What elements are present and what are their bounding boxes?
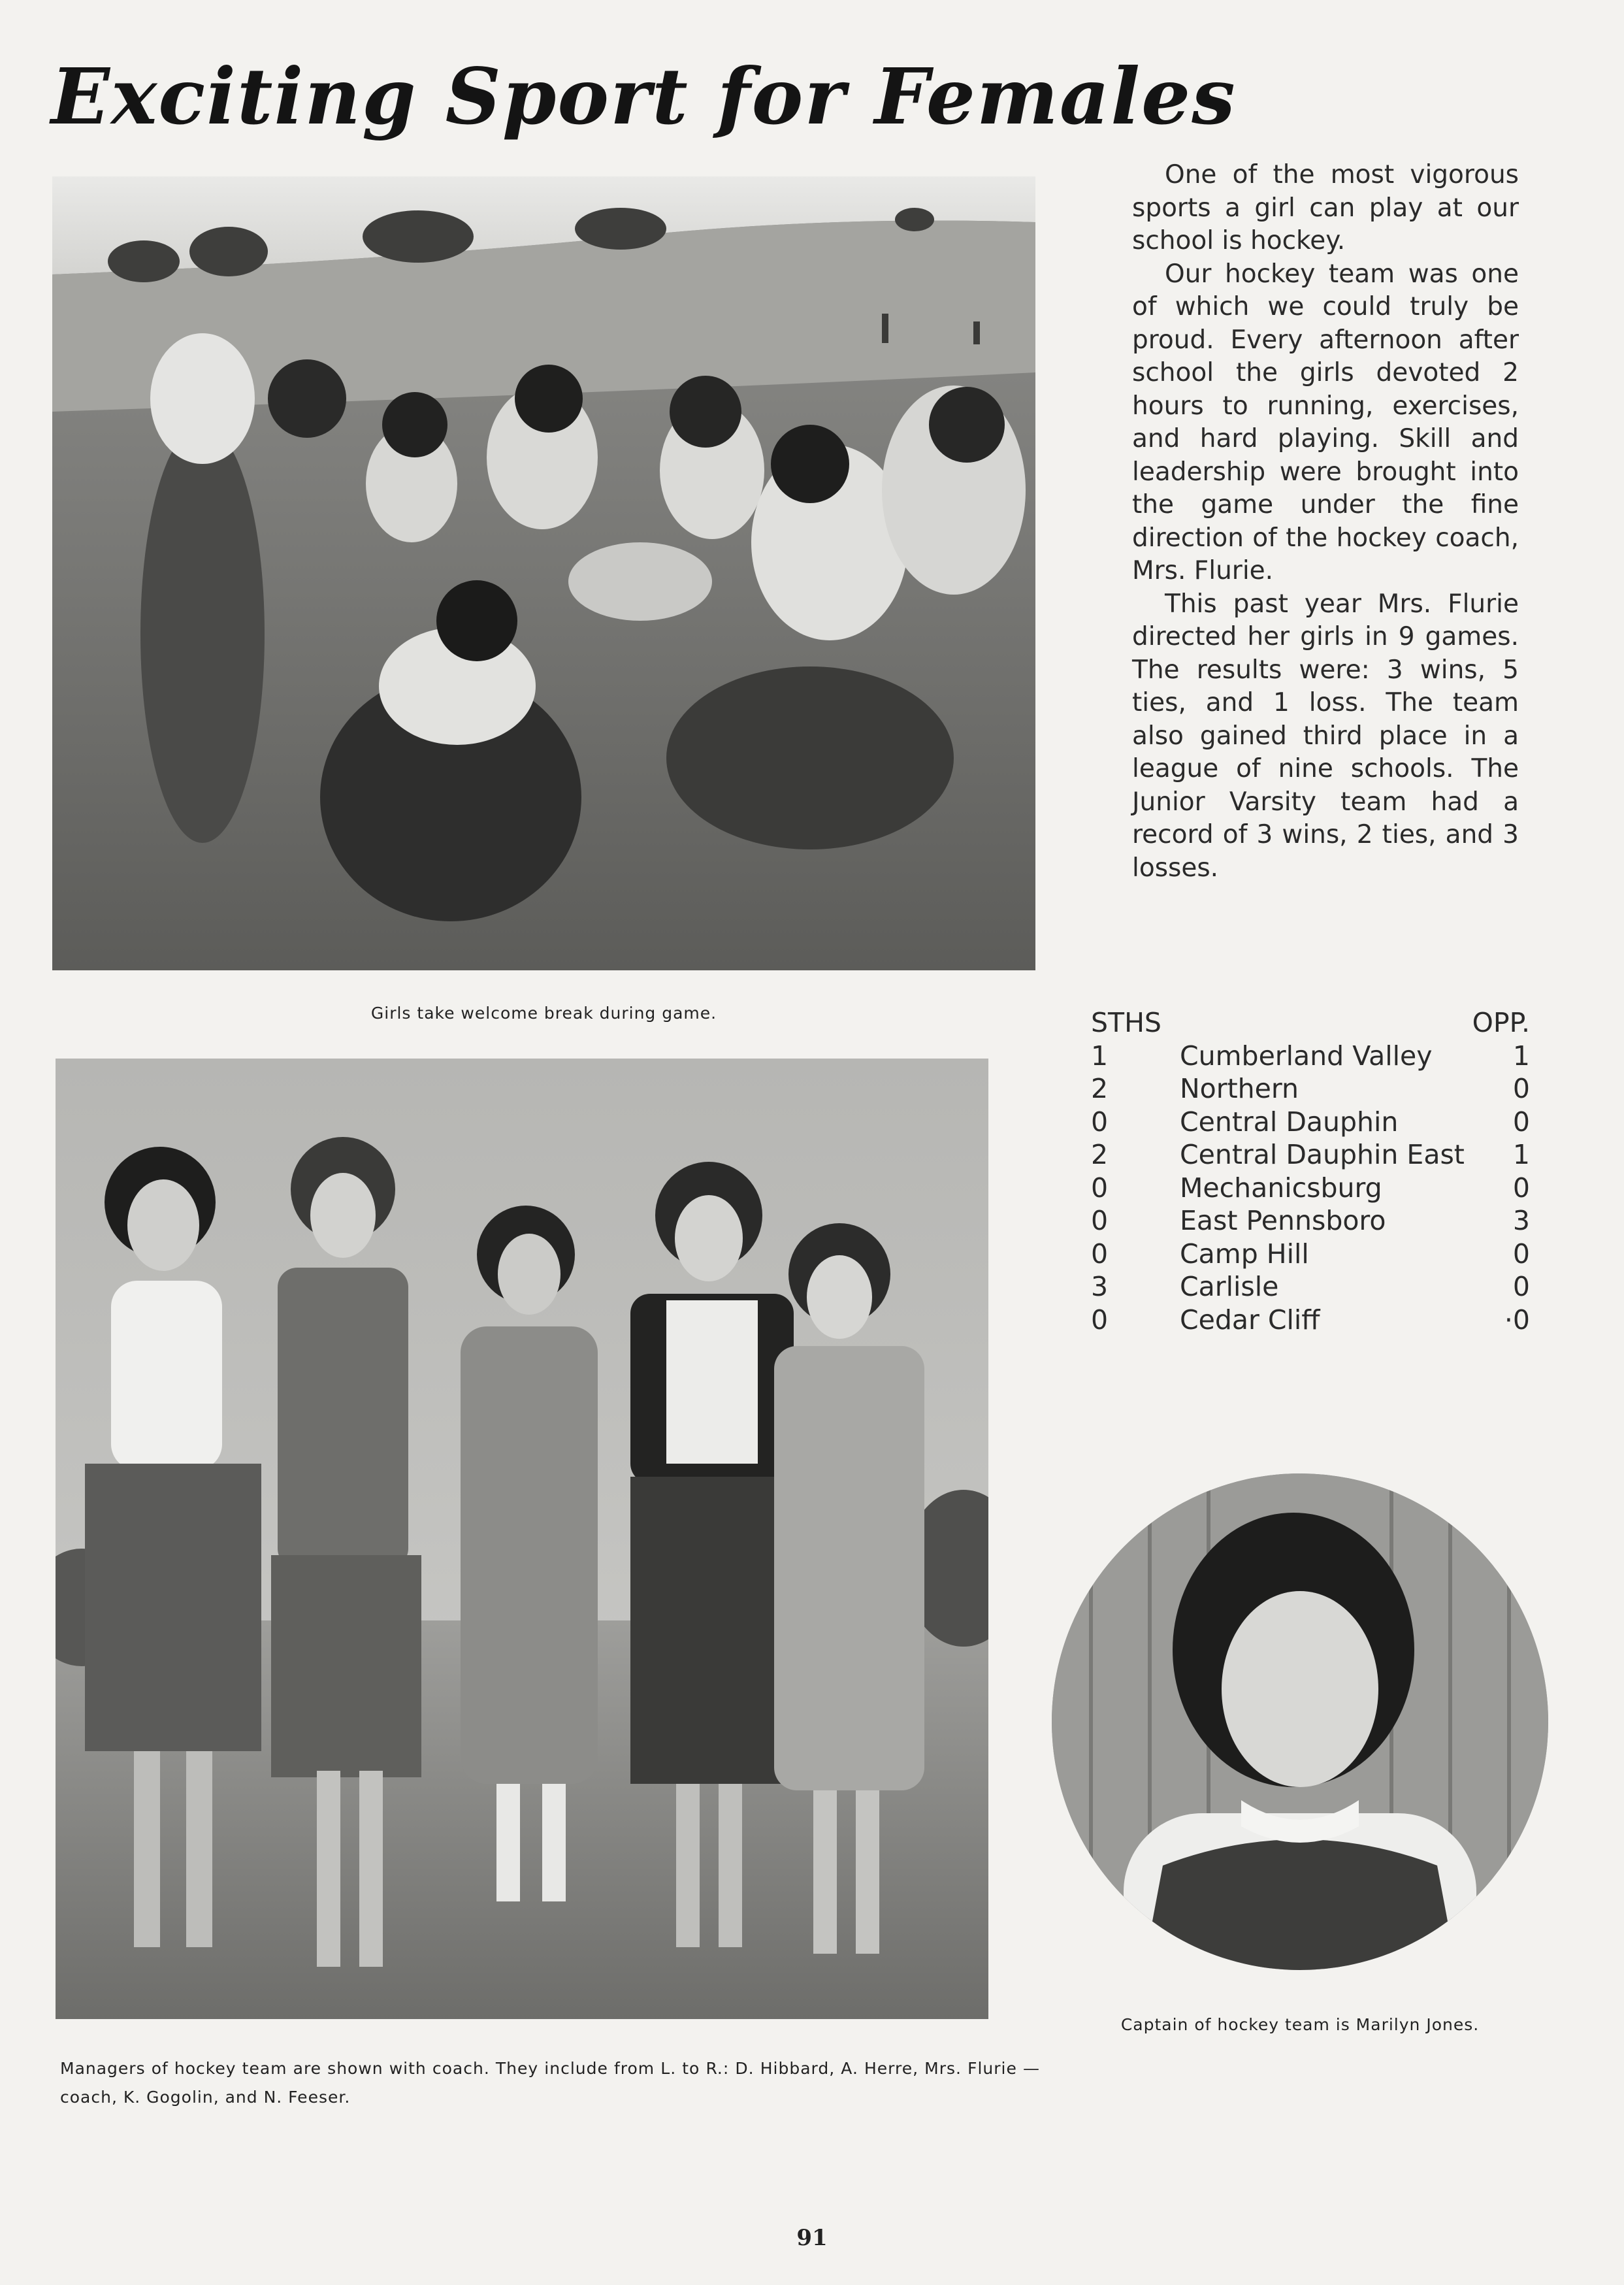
opponent-score: 0	[1512, 1172, 1530, 1204]
result-row	[1091, 1270, 1530, 1304]
results-header	[1091, 1006, 1530, 1040]
result-row	[1091, 1172, 1530, 1205]
opponent-label: OPP.	[1472, 1007, 1530, 1038]
result-row	[1091, 1304, 1530, 1337]
home-score: 0	[1091, 1238, 1109, 1270]
captain-portrait	[1052, 1473, 1548, 1970]
result-row	[1091, 1138, 1530, 1172]
opponent-score: 1	[1512, 1040, 1530, 1072]
home-score: 0	[1091, 1172, 1109, 1204]
opponent-name: Cumberland Valley	[1180, 1040, 1433, 1072]
opponent-score: 0	[1512, 1073, 1530, 1104]
managers-photo	[56, 1059, 988, 2019]
opponent-score: 0	[1512, 1271, 1530, 1302]
season-results	[1091, 1006, 1530, 1336]
page-number: 91	[796, 2225, 828, 2251]
home-score: 3	[1091, 1271, 1109, 1302]
result-row	[1091, 1072, 1530, 1106]
result-row	[1091, 1204, 1530, 1238]
home-score: 0	[1091, 1106, 1109, 1138]
story-text	[1132, 159, 1519, 885]
page-title: Exciting Sport for Females	[51, 51, 1237, 142]
opponent-score: 0	[1512, 1106, 1530, 1138]
opponent-name: Camp Hill	[1180, 1238, 1309, 1270]
result-row	[1091, 1040, 1530, 1073]
opponent-name: Central Dauphin East	[1180, 1139, 1465, 1170]
home-score: 0	[1091, 1304, 1109, 1336]
home-score: 1	[1091, 1040, 1109, 1072]
opponent-score: 0	[1512, 1238, 1530, 1270]
managers-caption: Managers of hockey team are shown with coach. They include from L. to R.: D. Hibbard, A. Herre, Mrs. Flurie — coach, K. Gogolin, and N. Feeser.	[60, 2059, 1040, 2107]
opponent-name: Central Dauphin	[1180, 1106, 1399, 1138]
result-row	[1091, 1238, 1530, 1271]
opponent-score: ·0	[1504, 1304, 1530, 1336]
team-break-caption: Girls take welcome break during game.	[370, 1004, 717, 1023]
opponent-name: East Pennsboro	[1180, 1205, 1386, 1236]
opponent-name: Cedar Cliff	[1180, 1304, 1320, 1336]
home-team-label: STHS	[1091, 1007, 1161, 1038]
story-paragraph: This past year Mrs. Flurie directed her girls in 9 games. The results were: 3 wins, 5 ties, and 1 loss. The team also gained third place in a league of nine schools. The Junior Varsity team had a record of 3 wins, 2 ties, and 3 losses.	[1132, 589, 1519, 883]
result-row	[1091, 1106, 1530, 1139]
home-score: 2	[1091, 1073, 1109, 1104]
home-score: 2	[1091, 1139, 1109, 1170]
opponent-score: 3	[1512, 1205, 1530, 1236]
opponent-score: 1	[1512, 1139, 1530, 1170]
opponent-name: Northern	[1180, 1073, 1299, 1104]
story-paragraph: One of the most vigorous sports a girl can play at our school is hockey.	[1132, 160, 1519, 255]
opponent-name: Carlisle	[1180, 1271, 1279, 1302]
team-break-photo	[52, 176, 1035, 970]
captain-caption: Captain of hockey team is Marilyn Jones.	[1120, 2015, 1480, 2034]
story-paragraph: Our hockey team was one of which we could truly be proud. Every afternoon after school the girls devoted 2 hours to running, exercises, and hard playing. Skill and leadership were brought into the game under the fine direction of the hockey coach, Mrs. Flurie.	[1132, 259, 1519, 585]
home-score: 0	[1091, 1205, 1109, 1236]
opponent-name: Mechanicsburg	[1180, 1172, 1382, 1204]
